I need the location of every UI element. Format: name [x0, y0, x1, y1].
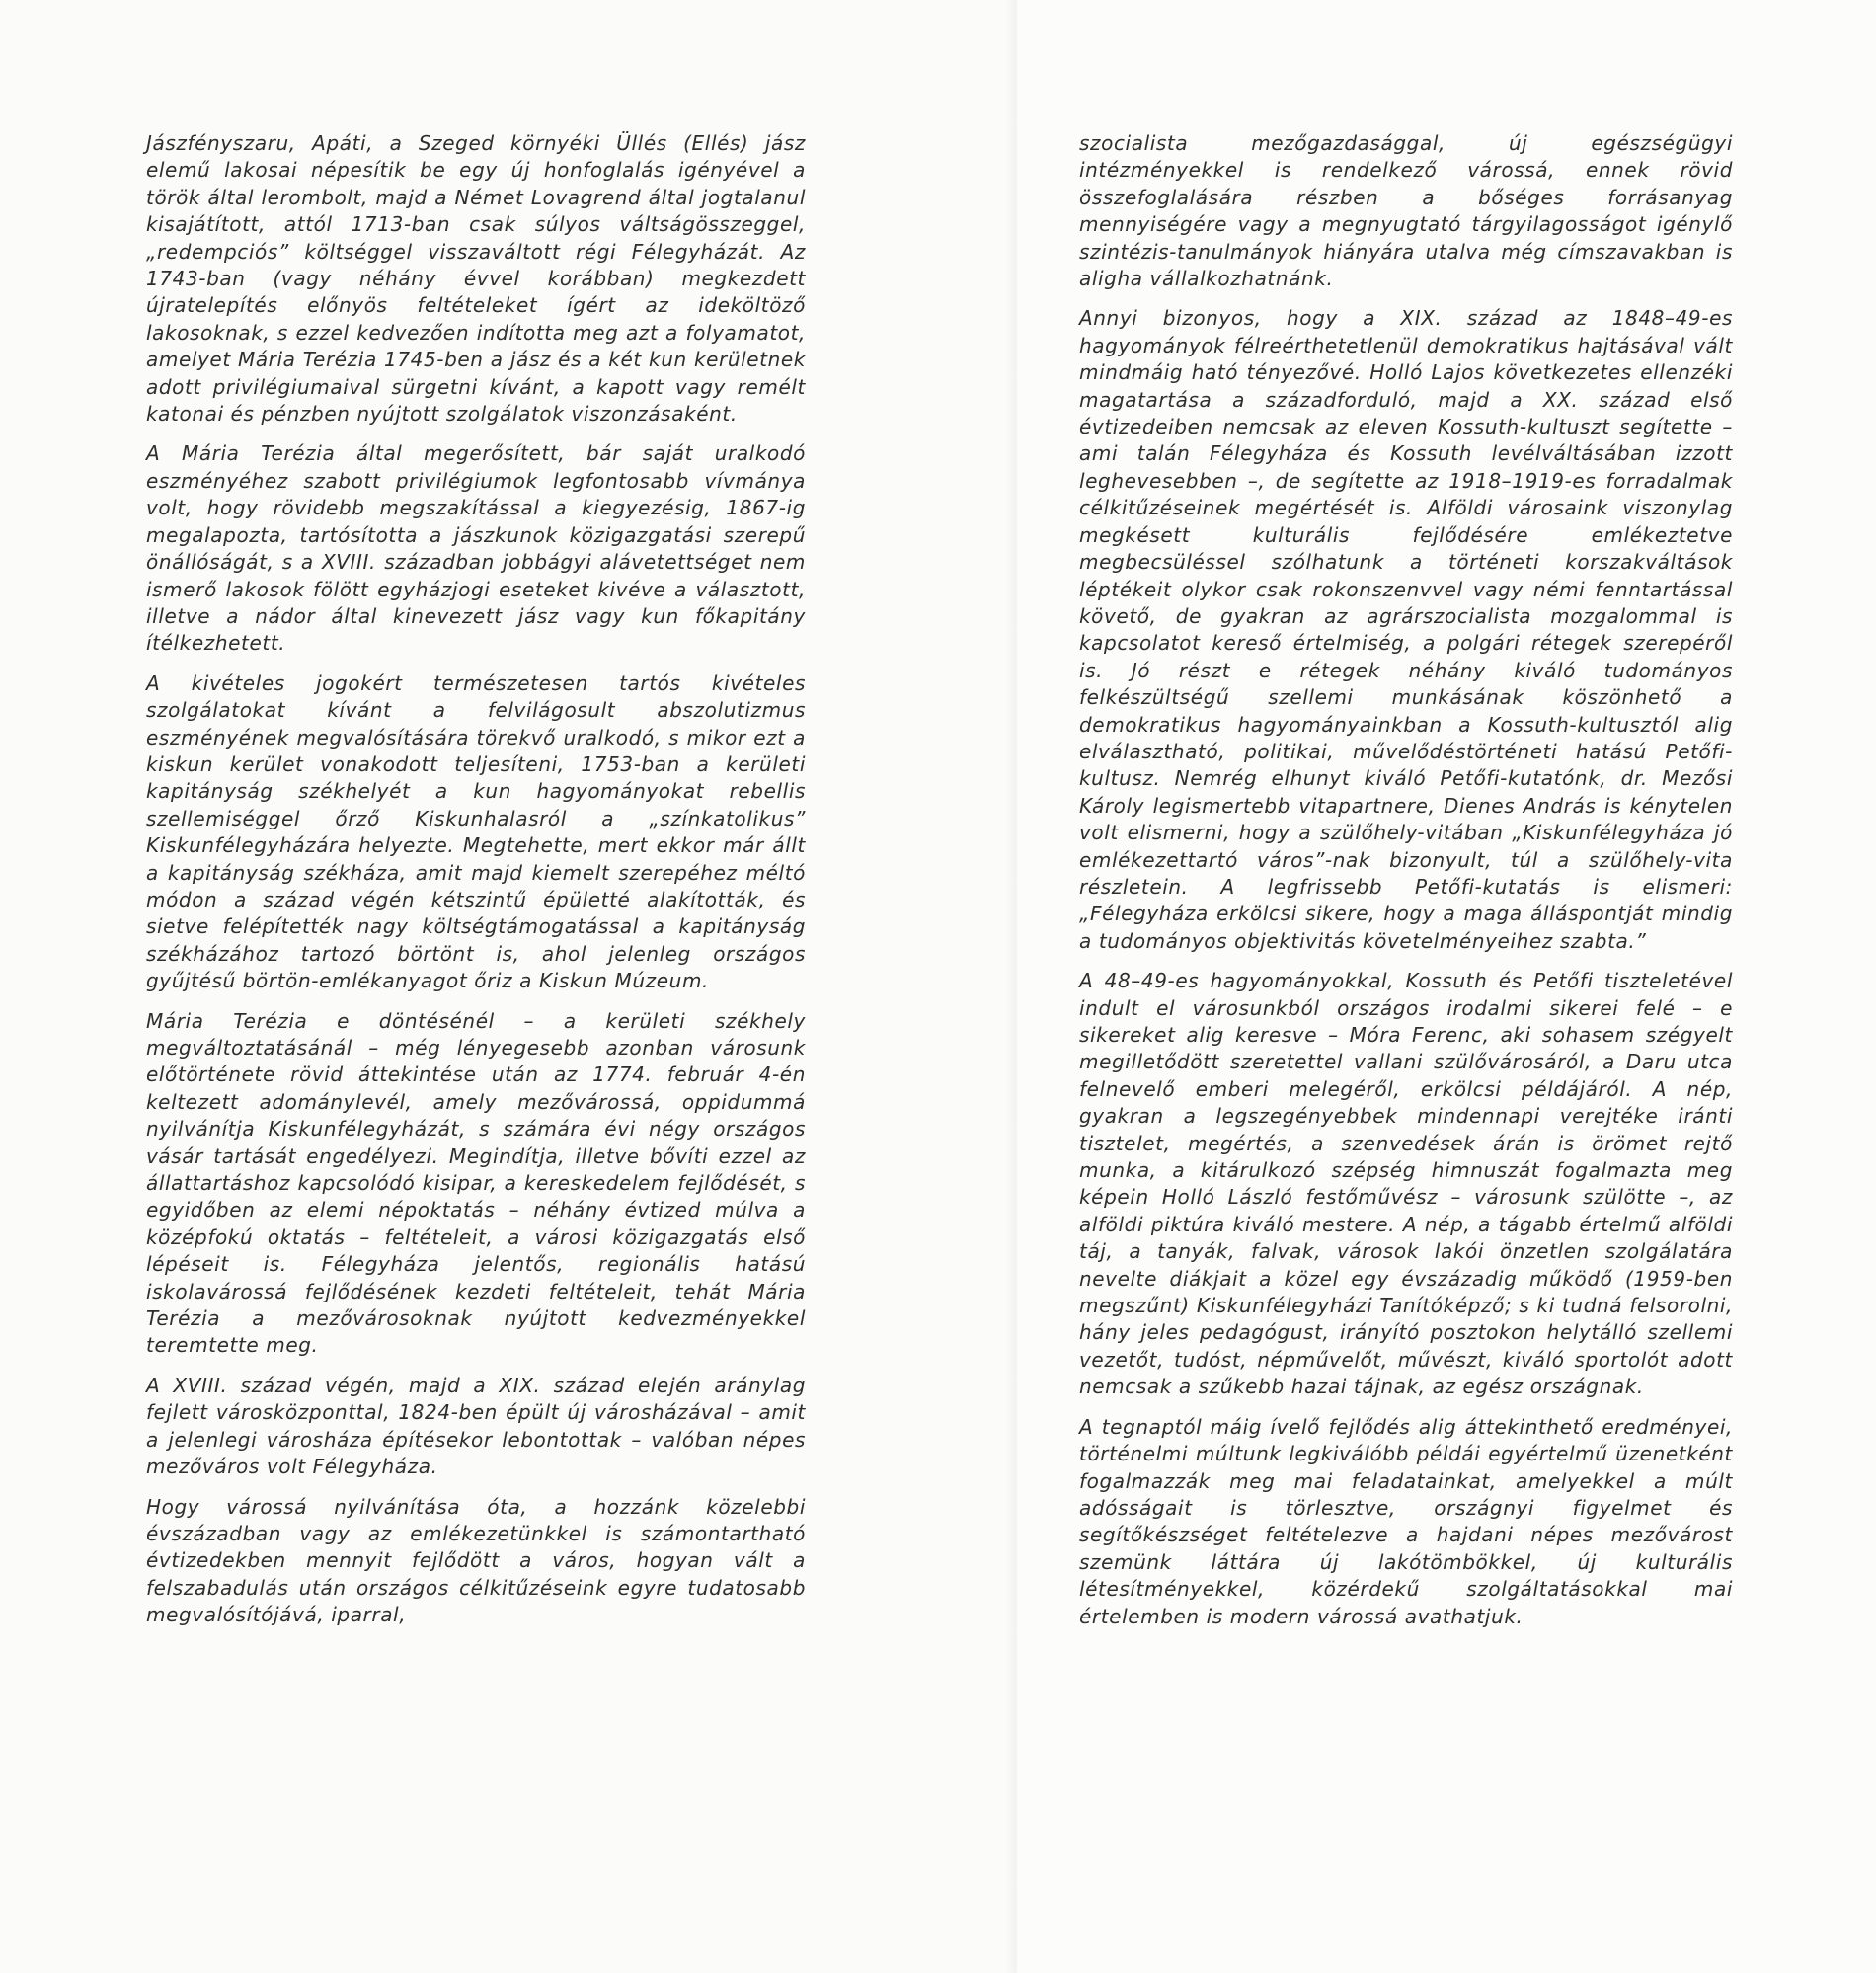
paragraph: A Mária Terézia által megerősített, bár saját uralkodó eszményéhez szabott privilégiumok legfontosabb vívmánya volt, hogy rövidebb megszakítással a kiegyezésig, 1867-ig megalapozta, tartósította a jászkunok közigazgatási szerepű önállóságát, s a XVIII. században jobbágyi alávetettséget nem ismerő lakosok fölött egyházjogi eseteket kivéve a választott, illetve a nádor által kinevezett jász vagy kun főkapitány ítélkezhetett. [146, 441, 806, 656]
paragraph: Mária Terézia e döntésénél – a kerületi székhely megváltoztatásánál – még lényegesebb azonban városunk előtörténete rövid áttekintése után az 1774. február 4-én keltezett adománylevél, amely mezővárossá, oppidummá nyilvánítja Kiskunfélegyházát, s számára évi négy országos vásár tartását engedélyezi. Megindítja, illetve bővíti ezzel az állattartáshoz kapcsolódó kisipar, a kereskedelem fejlődését, s egyidőben az elemi népoktatás – néhány évtized múlva a középfokú oktatás – feltételeit, a városi közigazgatás első lépéseit is. Félegyháza jelentős, regionális hatású iskolavárossá fejlődésének kezdeti feltételeit, tehát Mária Terézia a mezővárosoknak nyújtott kedvezményekkel teremtette meg. [146, 1008, 806, 1358]
paragraph: A XVIII. század végén, majd a XIX. század elején aránylag fejlett városközponttal, 1824-ben épült új városházával – amit a jelenlegi városháza építésekor lebontottak – valóban népes mezőváros volt Félegyháza. [146, 1373, 806, 1479]
paragraph: szocialista mezőgazdasággal, új egészségügyi intézményekkel is rendelkező várossá, ennek rövid összefoglalására részben a bőséges forrásanyag mennyiségére vagy a megnyugtató tárgyilagosságot igénylő szintézis-tanulmányok hiányára utalva még címszavakban is aligha vállalkozhatnánk. [1079, 131, 1733, 291]
paragraph: Annyi bizonyos, hogy a XIX. század az 1848–49-es hagyományok félreérthetetlenül demokratikus hajtásával vált mindmáig ható tényezővé. Holló Lajos következetes ellenzéki magatartása a századforduló, majd a XX. század első évtizedeiben nemcsak az eleven Kossuth-kultuszt segítette – ami talán Félegyháza és Kossuth levélváltásában izzott leghevesebben –, de segítette az 1918–1919-es forradalmak célkitűzéseinek megértését is. Alföldi városaink viszonylag megkésett kulturális fejlődésére emlékeztetve megbecsüléssel szólhatunk a történeti korszakváltások léptékeit olykor csak rokonszenvvel vagy némi fenntartással követő, de gyakran az agrárszocialista mozgalommal is kapcsolatot kereső értelmiség, a polgári rétegek szerepéről is. Jó részt e rétegek néhány kiváló tudományos felkészültségű szellemi munkásának köszönhető a demokratikus hagyományainkban a Kossuth-kultusztól alig elválasztható, politikai, művelődéstörténeti hatású Petőfi-kultusz. Nemrég elhunyt kiváló Petőfi-kutatónk, dr. Mezősi Károly legismertebb vitapartnere, Dienes András is kénytelen volt elismerni, hogy a szülőhely-vitában „Kiskunfélegyháza jó emlékezettartó város”-nak bizonyult, túl a szülőhely-vita részletein. A legfrissebb Petőfi-kutatás is elismeri: „Félegyháza erkölcsi sikere, hogy a maga álláspontját mindig a tudományos objektivitás követelményeihez szabta.” [1079, 306, 1733, 953]
paragraph: A kivételes jogokért természetesen tartós kivételes szolgálatokat kívánt a felvilágosult abszolutizmus eszményének megvalósítására törekvő uralkodó, s mikor ezt a kiskun kerület vonakodott teljesíteni, 1753-ban a kerületi kapitányság székhelyét a kun hagyományokat rebellis szellemiséggel őrző Kiskunhalasról a „színkatolikus” Kiskunfélegyházára helyezte. Megtehette, mert ekkor már állt a kapitányság székháza, amit majd kiemelt szerepéhez méltó módon a század végén kétszintű épületté alakították, és sietve felépítették nagy költségtámogatással a kapitányság székházához tartozó börtönt is, ahol jelenleg országos gyűjtésű börtön-emlékanyagot őriz a Kiskun Múzeum. [146, 671, 806, 993]
right-text-column [1079, 130, 1733, 1643]
paragraph: Jászfényszaru, Apáti, a Szeged környéki Üllés (Ellés) jász elemű lakosai népesítik be egy új honfoglalás igényével a török által lerombolt, majd a Német Lovagrend által jogtalanul kisajátított, attól 1713-ban csak súlyos váltságösszeggel, „redempciós” költséggel visszaváltott régi Félegyházát. Az 1743-ban (vagy néhány évvel korábban) megkezdett újratelepítés előnyös feltételeket ígért az ideköltöző lakosoknak, s ezzel kedvezően indította meg azt a folyamatot, amelyet Mária Terézia 1745-ben a jász és a két kun kerületnek adott privilégiumaival sürgetni kívánt, a kapott vagy remélt katonai és pénzben nyújtott szolgálatok viszonzásaként. [146, 131, 806, 427]
paragraph: A tegnaptól máig ívelő fejlődés alig áttekinthető eredményei, történelmi múltunk legkiválóbb példái egyértelmű üzenetként fogalmazzák meg mai feladatainkat, amelyekkel a múlt adósságait is törlesztve, országnyi figyelmet és segítőkészséget feltételezve a hajdani népes mezővárost szemünk láttára új lakótömbökkel, új kulturális létesítményekkel, közérdekű szolgáltatásokkal mai értelemben is modern várossá avathatjuk. [1079, 1414, 1733, 1628]
paragraph: Hogy várossá nyilvánítása óta, a hozzánk közelebbi évszázadban vagy az emlékezetünkkel is számontartható évtizedekben mennyit fejlődött a város, hogyan vált a felszabadulás után országos célkitűzéseink egyre tudatosabb megvalósítójává, iparral, [146, 1494, 806, 1627]
left-text-column [146, 130, 806, 1642]
paragraph: A 48–49-es hagyományokkal, Kossuth és Petőfi tiszteletével indult el városunkból országos irodalmi sikerei felé – e sikereket alig keresve – Móra Ferenc, aki sohasem szégyelt megilletődött szeretettel vallani szülővárosáról, a Daru utca felnevelő emberi melegéről, erkölcsi példájáról. A nép, gyakran a legszegényebbek mindennapi verejtéke iránti tisztelet, megértés, a szenvedések árán is örömet rejtő munka, a kitárulkozó szépség himnuszát fogalmazta meg képein Holló László festőművész – városunk szülötte –, az alföldi piktúra kiváló mestere. A nép, a tágabb értelmű alföldi táj, a tanyák, falvak, városok lakói önzetlen szolgálatára nevelte diákjait a közel egy évszázadig működő (1959-ben megszűnt) Kiskunfélegyházi Tanítóképző; s ki tudná felsorolni, hány jeles pedagógust, irányító posztokon helytálló szellemi vezetőt, tudóst, népművelőt, művészt, kiváló sportolót adott nemcsak a szűkebb hazai tájnak, az egész országnak. [1079, 969, 1733, 1399]
